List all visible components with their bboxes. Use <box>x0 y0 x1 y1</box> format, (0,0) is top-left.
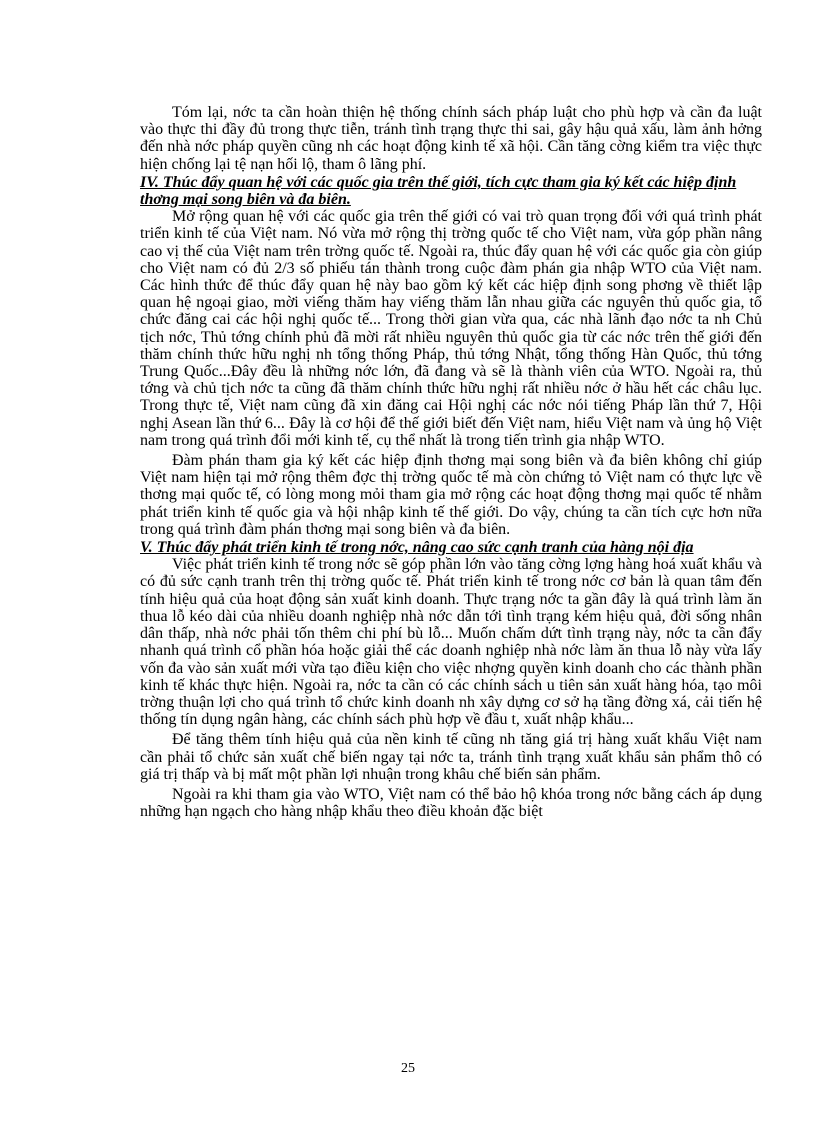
paragraph-processing-exports: Để tăng thêm tính hiệu quả của nền kinh tế cũng nh tăng giá trị hàng xuất khẩu Việt nam cần phải tổ chức sản xuất chế biến ngay tại nớc ta, tránh tình trạng xuất khẩu sản phẩm thô có giá trị thấp và bị mất một phần lợi nhuận trong khâu chế biến sản phẩm. <box>140 731 762 783</box>
paragraph-wto-protection: Ngoài ra khi tham gia vào WTO, Việt nam có thể bảo hộ khóa trong nớc bằng cách áp dụng những hạn ngạch cho hàng nhập khẩu theo điều khoản đặc biệt <box>140 785 762 821</box>
section-heading-v: V. Thúc đẩy phát triển kinh tế trong nớc, nâng cao sức cạnh tranh của hàng nội địa <box>140 539 694 557</box>
page-number: 25 <box>401 1061 415 1076</box>
paragraph-trade-agreements: Đàm phán tham gia ký kết các hiệp định thơng mại song biên và đa biên không chỉ giúp Việt nam hiện tại mở rộng thêm đợc thị trờng quốc tế mà còn chứng tỏ Việt nam có thực lực về thơng mại quốc tế, có lòng mong mỏi tham gia mở rộng các hoạt động thơng mại quốc tế nhằm phát triển kinh tế quốc gia và hội nhập kinh tế thế giới. Do vậy, chúng ta cần tích cực hơn nữa trong quá trình đàm phán thơng mại song biên và đa biên. <box>140 452 762 538</box>
page-body <box>140 104 762 820</box>
paragraph-conclusion-legal: Tóm lại, nớc ta cần hoàn thiện hệ thống chính sách pháp luật cho phù hợp và cần đa luật vào thực thi đầy đủ trong thực tiễn, tránh tình trạng thực thi sai, gây hậu quả xấu, làm ảnh hởng đến nhà nớc pháp quyền cũng nh các hoạt động kinh tế xã hội. Cần tăng cờng kiểm tra việc thực hiện chống lại tệ nạn hối lộ, tham ô lãng phí. <box>140 104 762 173</box>
section-heading-iv: IV. Thúc đẩy quan hệ với các quốc gia trên thế giới, tích cực tham gia ký kết các hiệp định thơng mại song biên và đa biên. <box>140 173 737 209</box>
paragraph-domestic-economy: Việc phát triển kinh tế trong nớc sẽ góp phần lớn vào tăng cờng lợng hàng hoá xuất khẩu và có đủ sức cạnh tranh trên thị trờng quốc tế. Phát triển kinh tế trong nớc cơ bản là quan tâm đến tính hiệu quả của hoạt động sản xuất kinh doanh. Thực trạng nớc ta gần đây là quá trình làm ăn thua lỗ kéo dài của nhiều doanh nghiệp nhà nớc dẫn tới tình trạng kém hiệu quả, đời sống nhân dân thấp, nhà nớc phải tốn thêm chi phí bù lỗ... Muốn chấm dứt tình trạng này, nớc ta cần đẩy nhanh quá trình cổ phần hóa hoặc giải thể các doanh nghiệp nhà nớc làm ăn thua lỗ này vừa lấy vốn đa vào sản xuất mới vừa tạo điều kiện cho việc nhợng quyền kinh doanh cho các thành phần kinh tế khác thực hiện. Ngoài ra, nớc ta cần có các chính sách u tiên sản xuất hàng hóa, tạo môi trờng thuận lợi cho quá trình tổ chức kinh doanh nh xây dựng cơ sở hạ tầng đờng xá, cải tiến hệ thống tín dụng ngân hàng, các chính sách phù hợp về đầu t, xuất nhập khẩu... <box>140 556 762 729</box>
paragraph-international-relations: Mở rộng quan hệ với các quốc gia trên thế giới có vai trò quan trọng đối với quá trình phát triển kinh tế của Việt nam. Nó vừa mở rộng thị trờng quốc tế cho Việt nam, vừa góp phần nâng cao vị thế của Việt nam trên trờng quốc tế. Ngoài ra, thúc đẩy quan hệ với các quốc gia còn giúp cho Việt nam có đủ 2/3 số phiếu tán thành trong cuộc đàm phán gia nhập WTO của Việt nam. Các hình thức để thúc đẩy quan hệ này bao gồm ký kết các hiệp định song phơng về thiết lập quan hệ ngoại giao, mời viếng thăm hay viếng thăm lẫn nhau giữa các nguyên thủ quốc gia, tổ chức đăng cai các hội nghị quốc tế... Trong thời gian vừa qua, các nhà lãnh đạo nớc ta nh Chủ tịch nớc, Thủ tớng chính phủ đã mời rất nhiều nguyên thủ quốc gia từ các nớc trên thế giới đến thăm chính thức hữu nghị nh tổng thống Pháp, thủ tớng Nhật, tổng thống Hàn Quốc, thủ tớng Trung Quốc...Đây đều là những nớc lớn, đã đang và sẽ là thành viên của WTO. Ngoài ra, thủ tớng và chủ tịch nớc ta cũng đã thăm chính thức hữu nghị rất nhiều nớc ở hầu hết các châu lục. Trong thực tế, Việt nam cũng đã xin đăng cai Hội nghị các nớc nói tiếng Pháp lần thứ 7, Hội nghị Asean lần thứ 6... Đây là cơ hội để thế giới biết đến Việt nam, hiểu Việt nam và ủng hộ Việt nam trong quá trình đổi mới kinh tế, cụ thể nhất là trong tiến trình gia nhập WTO. <box>140 208 762 449</box>
